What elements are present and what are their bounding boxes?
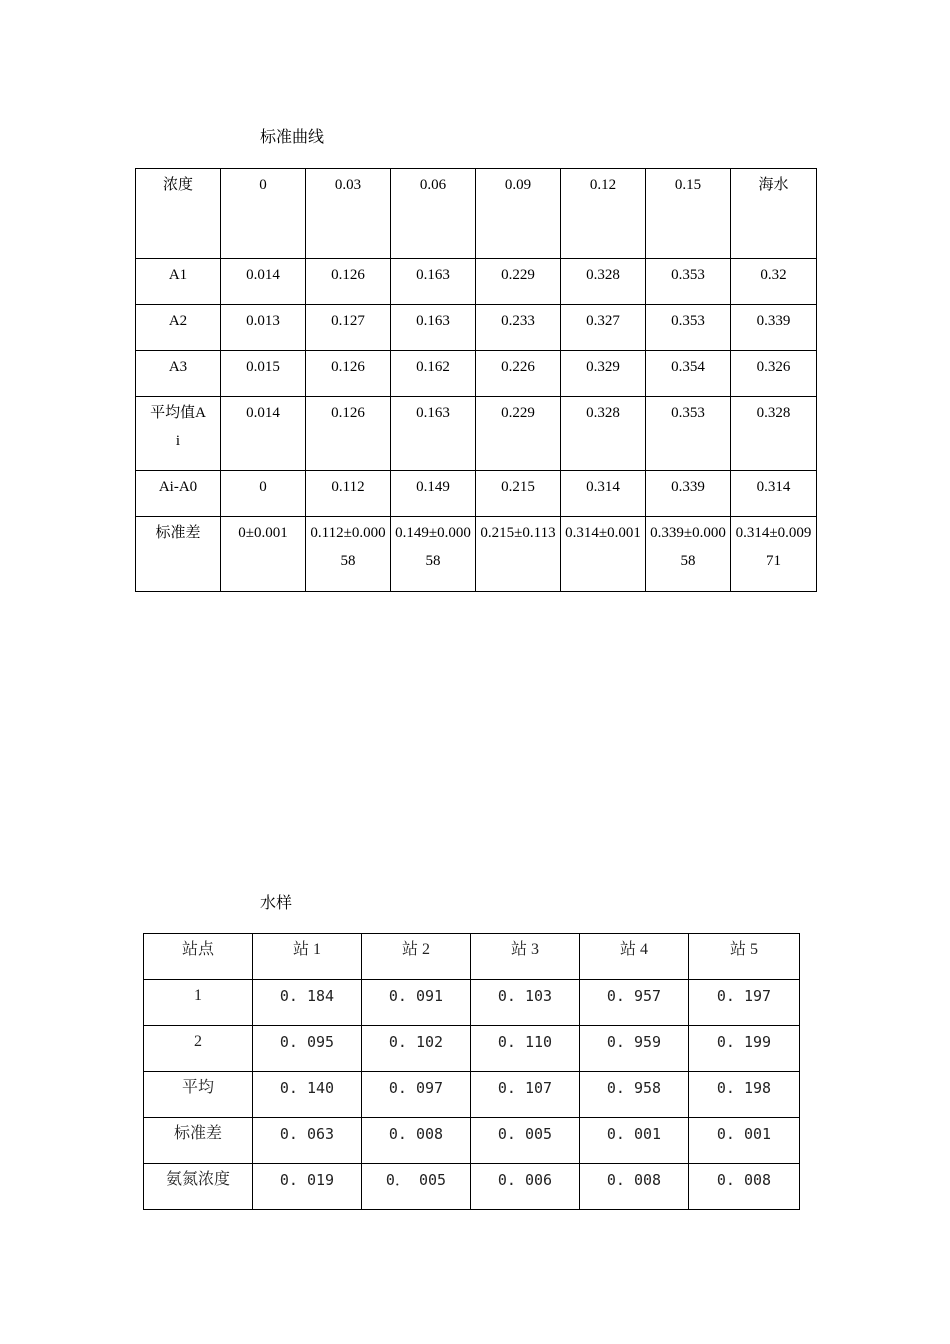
table-cell: 0.112±0.00058 bbox=[306, 517, 391, 592]
row-label-cell: 氨氮浓度 bbox=[144, 1164, 253, 1210]
table-cell: 0.328 bbox=[561, 259, 646, 305]
row-label-cell: A3 bbox=[136, 351, 221, 397]
table-cell: 0.339±0.00058 bbox=[646, 517, 731, 592]
table-cell: 0. 005 bbox=[471, 1118, 580, 1164]
table-header-cell: 浓度 bbox=[136, 169, 221, 259]
table-cell: 0.215±0.113 bbox=[476, 517, 561, 592]
row-label-cell: 2 bbox=[144, 1026, 253, 1072]
table-cell: 0.229 bbox=[476, 259, 561, 305]
table-cell: 0.163 bbox=[391, 397, 476, 471]
table-cell: 0.327 bbox=[561, 305, 646, 351]
table-header-cell: 0.15 bbox=[646, 169, 731, 259]
table-row bbox=[136, 259, 817, 305]
row-label-cell: 平均 bbox=[144, 1072, 253, 1118]
table-cell: 0. 110 bbox=[471, 1026, 580, 1072]
row-label-cell: A1 bbox=[136, 259, 221, 305]
row-label-cell: Ai-A0 bbox=[136, 471, 221, 517]
standard-curve-table bbox=[135, 168, 817, 592]
table-cell: 0. 107 bbox=[471, 1072, 580, 1118]
table-cell: 0.339 bbox=[731, 305, 817, 351]
table-cell: 0.126 bbox=[306, 259, 391, 305]
row-label-cell: 平均值Ai bbox=[136, 397, 221, 471]
table-cell: 0.163 bbox=[391, 259, 476, 305]
table-cell: 0. 197 bbox=[689, 980, 800, 1026]
table-cell: 0.162 bbox=[391, 351, 476, 397]
table-cell: 0.328 bbox=[731, 397, 817, 471]
table-cell: 0.149 bbox=[391, 471, 476, 517]
table-cell: 0. 008 bbox=[362, 1118, 471, 1164]
table-row bbox=[144, 1026, 800, 1072]
table-header-cell: 0.12 bbox=[561, 169, 646, 259]
table-cell: 0. 097 bbox=[362, 1072, 471, 1118]
water-sample-table bbox=[143, 933, 800, 1210]
table-cell: 0. 184 bbox=[253, 980, 362, 1026]
table-header-cell: 0 bbox=[221, 169, 306, 259]
table-header-cell: 0.09 bbox=[476, 169, 561, 259]
table-cell: 0.126 bbox=[306, 351, 391, 397]
table-row bbox=[136, 517, 817, 592]
table-cell: 0.353 bbox=[646, 305, 731, 351]
table-cell: 0.229 bbox=[476, 397, 561, 471]
table-cell: 0. 063 bbox=[253, 1118, 362, 1164]
table-cell: 0. 102 bbox=[362, 1026, 471, 1072]
row-label-cell: 1 bbox=[144, 980, 253, 1026]
table-header-cell: 站 3 bbox=[471, 934, 580, 980]
table-cell: 0. 008 bbox=[580, 1164, 689, 1210]
table-cell: 0.353 bbox=[646, 397, 731, 471]
table-cell: 0±0.001 bbox=[221, 517, 306, 592]
table-cell: 0. 958 bbox=[580, 1072, 689, 1118]
table-cell: 0.233 bbox=[476, 305, 561, 351]
table-cell: 0. 001 bbox=[580, 1118, 689, 1164]
table-row bbox=[144, 1072, 800, 1118]
table-cell: 0.329 bbox=[561, 351, 646, 397]
table-row bbox=[136, 305, 817, 351]
table-cell: 0.32 bbox=[731, 259, 817, 305]
row-label-cell: 标准差 bbox=[144, 1118, 253, 1164]
table-cell: 0.354 bbox=[646, 351, 731, 397]
table-header-cell: 站 4 bbox=[580, 934, 689, 980]
table-cell: 0. 008 bbox=[689, 1164, 800, 1210]
table-cell: 0.149±0.00058 bbox=[391, 517, 476, 592]
table-header-cell: 站 1 bbox=[253, 934, 362, 980]
table-cell: 0.215 bbox=[476, 471, 561, 517]
table-row bbox=[136, 351, 817, 397]
table-cell: 0 bbox=[221, 471, 306, 517]
table-row bbox=[144, 1118, 800, 1164]
table-header-cell: 海水 bbox=[731, 169, 817, 259]
standard-curve-title: 标准曲线 bbox=[260, 129, 325, 146]
table-cell: 0. 959 bbox=[580, 1026, 689, 1072]
table-cell: 0. 095 bbox=[253, 1026, 362, 1072]
table-cell: 0.314 bbox=[731, 471, 817, 517]
table-cell: 0.163 bbox=[391, 305, 476, 351]
table-row bbox=[136, 397, 817, 471]
table-cell: 0.314 bbox=[561, 471, 646, 517]
table-cell: 0. 140 bbox=[253, 1072, 362, 1118]
table-cell: 0.326 bbox=[731, 351, 817, 397]
table-row bbox=[136, 471, 817, 517]
table-row bbox=[144, 1164, 800, 1210]
table-cell: 0. 019 bbox=[253, 1164, 362, 1210]
table-cell: 0.226 bbox=[476, 351, 561, 397]
table-cell: 0.014 bbox=[221, 259, 306, 305]
table-header-cell: 站 2 bbox=[362, 934, 471, 980]
table-cell: 0.015 bbox=[221, 351, 306, 397]
table-cell: 0.013 bbox=[221, 305, 306, 351]
table-cell: 0． 005 bbox=[362, 1164, 471, 1210]
table-cell: 0.126 bbox=[306, 397, 391, 471]
table-header-row bbox=[144, 934, 800, 980]
table-header-cell: 站点 bbox=[144, 934, 253, 980]
table-header-cell: 0.06 bbox=[391, 169, 476, 259]
table-cell: 0. 001 bbox=[689, 1118, 800, 1164]
row-label-cell: A2 bbox=[136, 305, 221, 351]
table-header-row bbox=[136, 169, 817, 259]
table-cell: 0.339 bbox=[646, 471, 731, 517]
table-header-cell: 0.03 bbox=[306, 169, 391, 259]
table-row bbox=[144, 980, 800, 1026]
table-cell: 0.127 bbox=[306, 305, 391, 351]
table-cell: 0.112 bbox=[306, 471, 391, 517]
table-cell: 0.314±0.00971 bbox=[731, 517, 817, 592]
water-sample-title: 水样 bbox=[260, 895, 293, 912]
table-cell: 0.314±0.001 bbox=[561, 517, 646, 592]
table-cell: 0. 199 bbox=[689, 1026, 800, 1072]
table-cell: 0. 103 bbox=[471, 980, 580, 1026]
table-cell: 0. 006 bbox=[471, 1164, 580, 1210]
table-cell: 0. 091 bbox=[362, 980, 471, 1026]
row-label-cell: 标准差 bbox=[136, 517, 221, 592]
table-header-cell: 站 5 bbox=[689, 934, 800, 980]
table-cell: 0.328 bbox=[561, 397, 646, 471]
table-cell: 0. 198 bbox=[689, 1072, 800, 1118]
table-cell: 0.353 bbox=[646, 259, 731, 305]
table-cell: 0. 957 bbox=[580, 980, 689, 1026]
table-cell: 0.014 bbox=[221, 397, 306, 471]
